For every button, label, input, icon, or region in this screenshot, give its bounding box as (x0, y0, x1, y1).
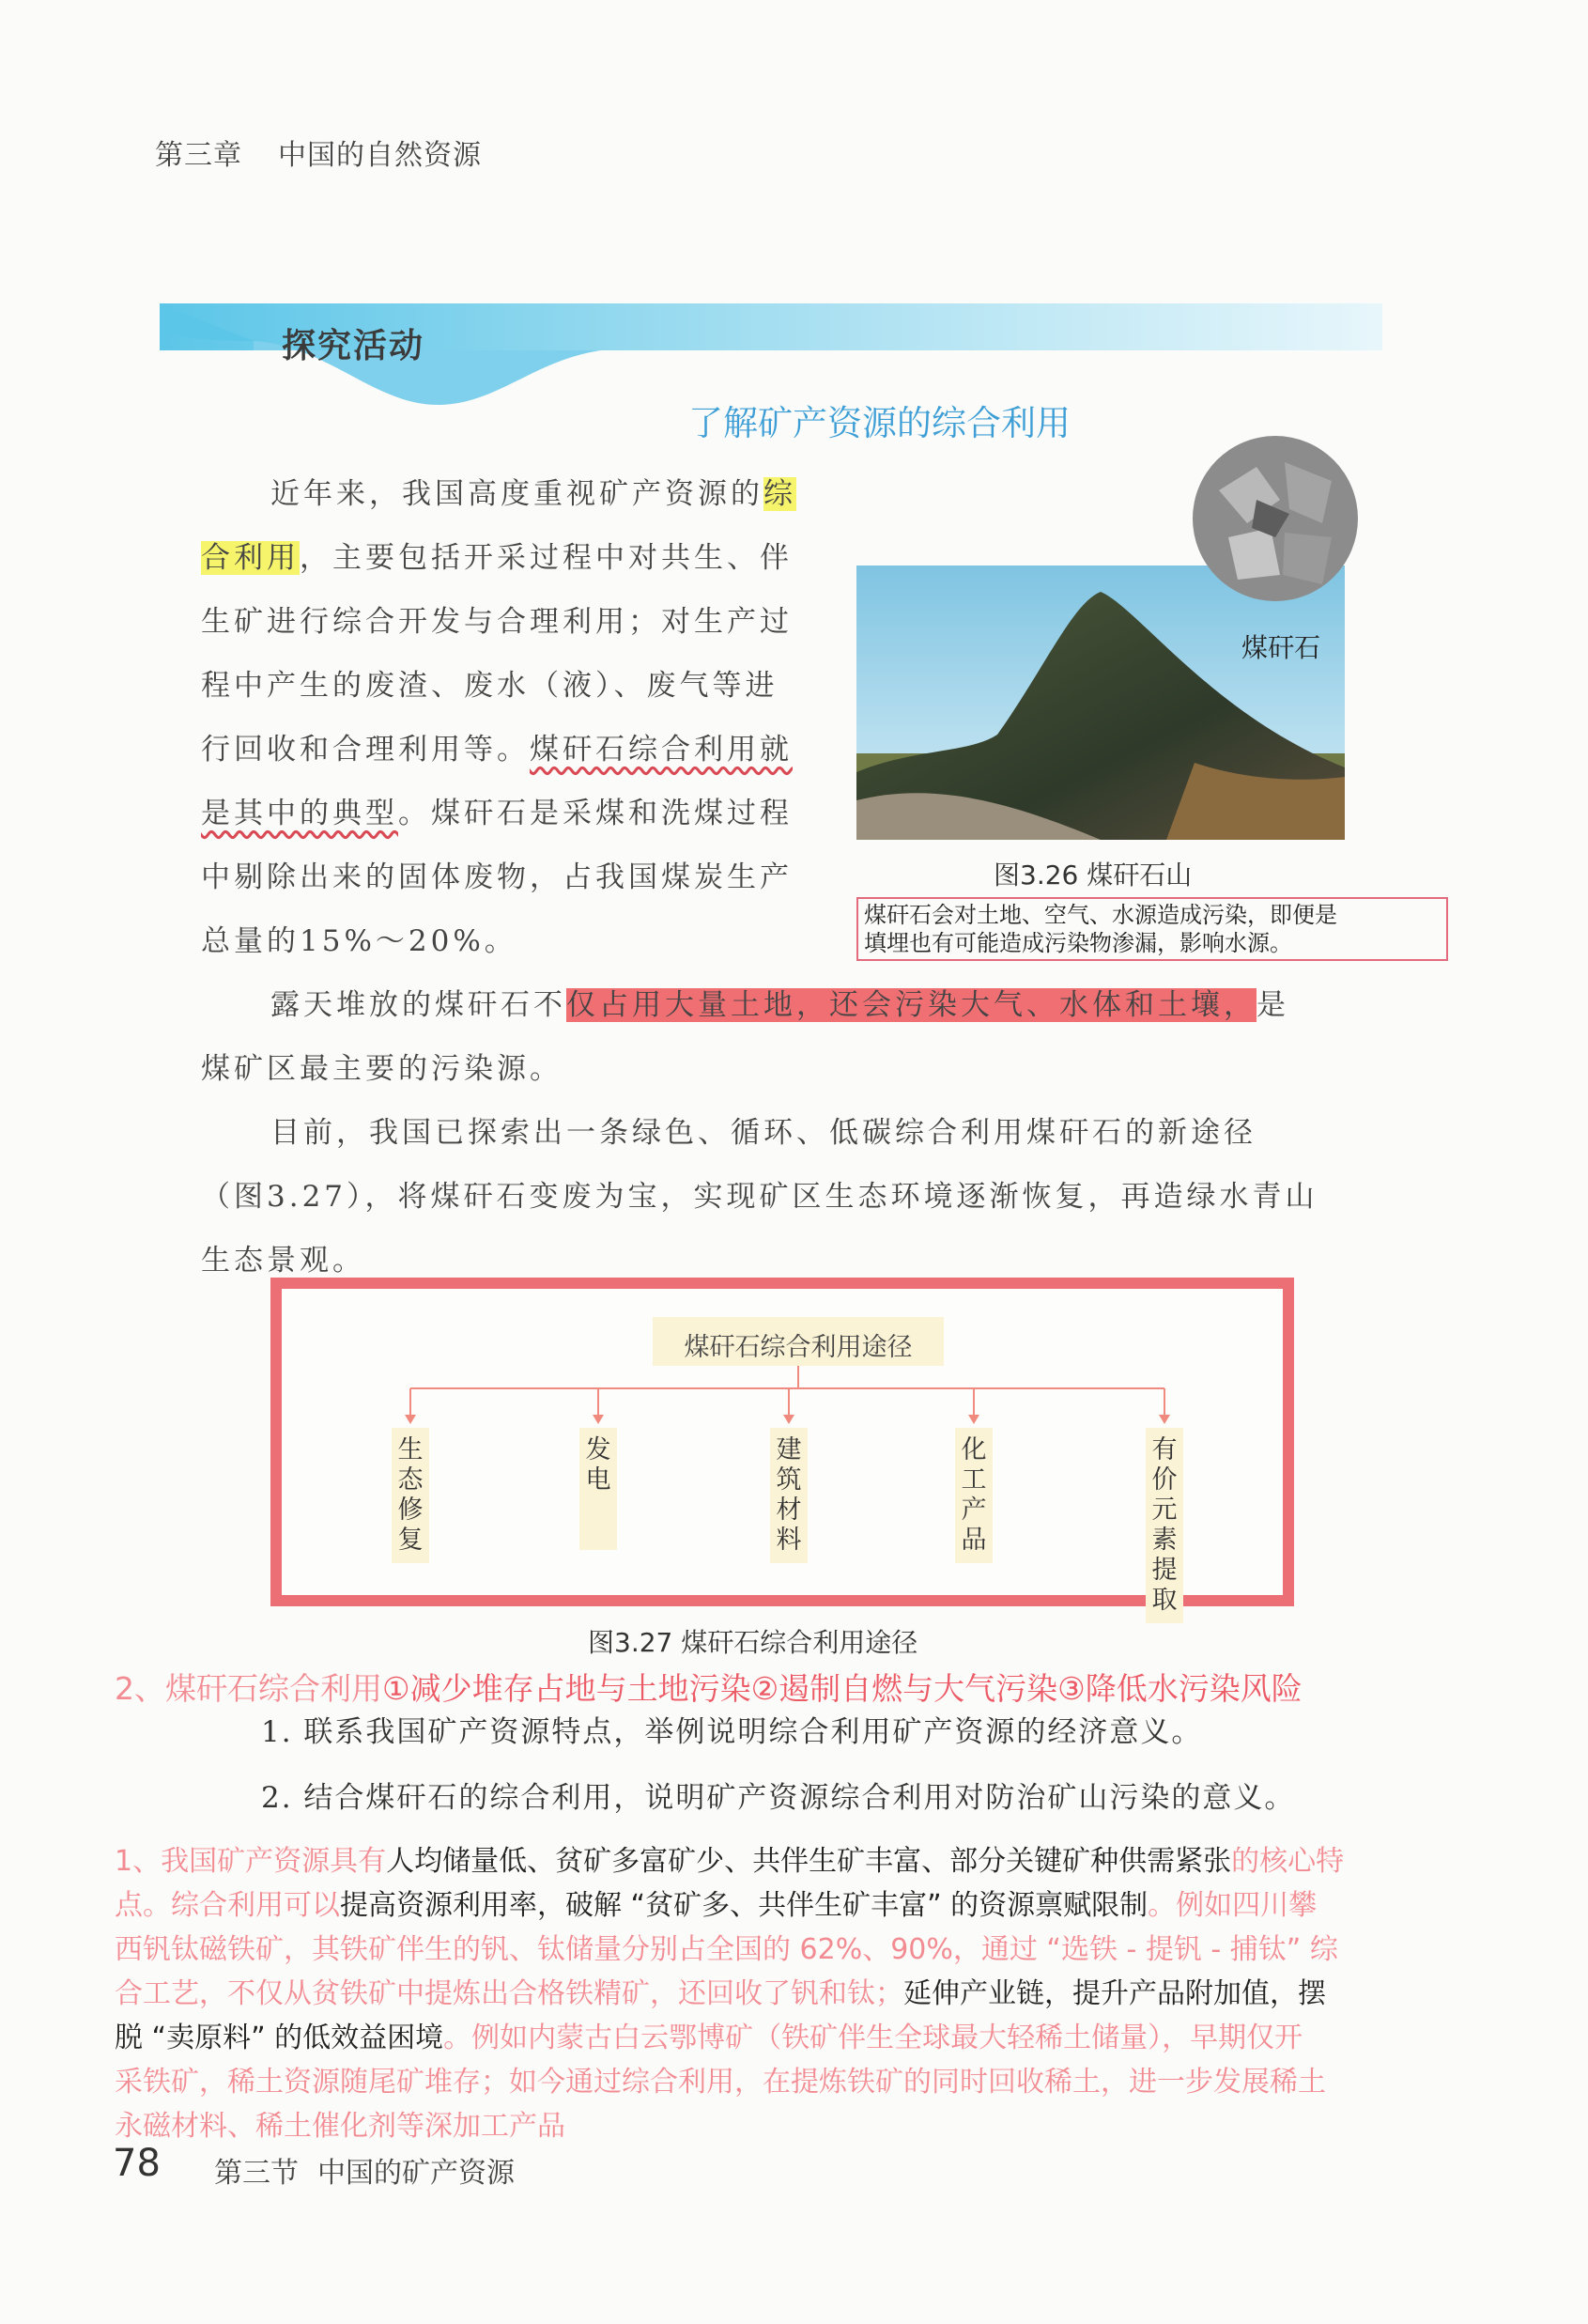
para1-line-4: 程中产生的废渣、废水（液）、废气等进 (201, 669, 779, 703)
note-line-1: 煤矸石会对土地、空气、水源造成污染，即便是 (864, 902, 1337, 928)
note1-line-6: 采铁矿，稀土资源随尾矿堆存；如今通过综合利用，在提炼铁矿的同时回收稀土，进一步发展稀土 (115, 2066, 1326, 2099)
diagram-branch-label: 化工产品 (961, 1435, 987, 1555)
note-points: ①减少堆存占地与土地污染②遏制自燃与大气污染③降低水污染风险 (382, 1670, 1303, 1707)
note1-line-5: 脱 “卖原料” 的低效益困境。例如内蒙古白云鄂博矿（铁矿伴生全球最大轻稀土储量），早期仅开 (115, 2022, 1303, 2054)
figure-327-caption: 图3.27 煤矸石综合利用途径 (588, 1627, 918, 1658)
note1-line-2: 点。综合利用可以提高资源利用率，破解 “贫矿多、共伴生矿丰富” 的资源禀赋限制。例如四川攀 (115, 1889, 1318, 1922)
wavy-underline: 煤矸石综合利用就 (530, 733, 793, 767)
diagram-branch-label: 建筑材料 (776, 1435, 802, 1555)
page-number: 78 (113, 2142, 161, 2185)
para3-line-3: 生态景观。 (201, 1244, 365, 1278)
highlight-red: 仅占用大量土地，还会污染大气、水体和土壤， (566, 988, 1257, 1022)
note1-line-4: 合工艺，不仅从贫铁矿中提炼出合格铁精矿，还回收了钒和钛；延伸产业链，提升产品附加值，摆 (115, 1977, 1326, 2010)
note-prefix: 2、煤矸石综合利用 (115, 1670, 382, 1707)
activity-label: 探究活动 (282, 327, 425, 365)
note1-line-3: 西钒钛磁铁矿，其铁矿伴生的钒、钛储量分别占全国的 62%、90%，通过 “选铁 - 提钒 - 捕钛” 综 (115, 1933, 1338, 1966)
figure-326-caption: 图3.26 煤矸石山 (994, 860, 1193, 891)
diagram-branch-label: 生态修复 (397, 1435, 424, 1555)
para1-line-2: 合利用，主要包括开采过程中对共生、伴 (201, 541, 793, 575)
section-number: 第三节 (214, 2157, 299, 2190)
wavy-underline: 是其中的典型 (201, 797, 398, 830)
note-line-2: 填埋也有可能造成污染物渗漏，影响水源。 (864, 930, 1292, 956)
inset-label: 煤矸石 (1241, 632, 1321, 663)
diagram-branch-label: 有价元素提取 (1151, 1435, 1178, 1615)
footer-section (214, 2149, 515, 2191)
chapter-title: 中国的自然资源 (278, 139, 482, 172)
note1-line-7: 永磁材料、稀土催化剂等深加工产品 (115, 2110, 565, 2143)
para2-line-2: 煤矿区最主要的污染源。 (201, 1052, 563, 1086)
para1-line-7: 中剔除出来的固体废物，占我国煤炭生产 (201, 860, 793, 894)
handwritten-note-2 (115, 1665, 1303, 1709)
para1-line-5: 行回收和合理利用等。煤矸石综合利用就 (201, 733, 793, 767)
para1-line-1: 近年来，我国高度重视矿产资源的综 (270, 477, 796, 511)
para1-line-8: 总量的15%～20%。 (201, 924, 517, 958)
chapter-number: 第三章 (155, 139, 242, 172)
para3-line-1: 目前，我国已探索出一条绿色、循环、低碳综合利用煤矸石的新途径 (270, 1116, 1257, 1150)
diagram-root-label: 煤矸石综合利用途径 (684, 1333, 913, 1362)
para1-line-6: 是其中的典型。煤矸石是采煤和洗煤过程 (201, 797, 793, 830)
question-1: 1. 联系我国矿产资源特点，举例说明综合利用矿产资源的经济意义。 (261, 1715, 1203, 1749)
diagram-branch-label: 发电 (585, 1435, 611, 1495)
highlight-yellow: 综 (763, 477, 796, 511)
para2-line-1: 露天堆放的煤矸石不仅占用大量土地，还会污染大气、水体和土壤，是 (270, 988, 1289, 1022)
activity-title: 了解矿产资源的综合利用 (688, 403, 1071, 443)
highlight-yellow: 合利用 (201, 541, 300, 575)
note1-line-1: 1、我国矿产资源具有人均储量低、贫矿多富矿少、共伴生矿丰富、部分关键矿种供需紧张的核心特 (115, 1845, 1345, 1878)
handwritten-note-1 (115, 1839, 1495, 2148)
section-title: 中国的矿产资源 (317, 2157, 515, 2190)
para3-line-2: （图3.27），将煤矸石变废为宝，实现矿区生态环境逐渐恢复，再造绿水青山 (201, 1180, 1318, 1214)
question-2: 2. 结合煤矸石的综合利用，说明矿产资源综合利用对防治矿山污染的意义。 (261, 1781, 1296, 1815)
para1-line-3: 生矿进行综合开发与合理利用；对生产过 (201, 605, 793, 639)
